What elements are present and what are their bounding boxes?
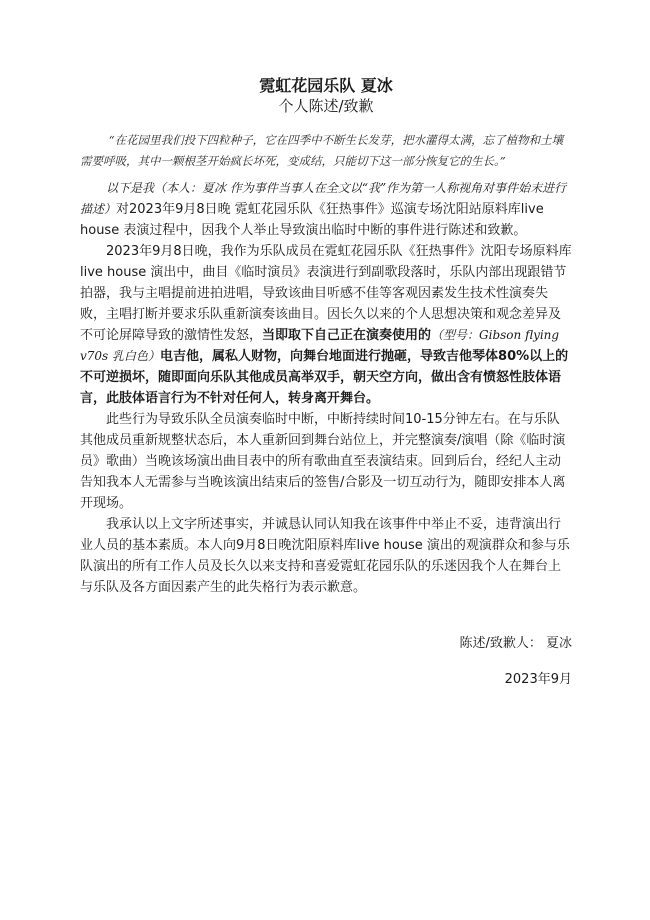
paragraph-intro bbox=[80, 178, 572, 241]
incident-bold-2: 电吉他，属私人财物，向舞台地面进行抛砸，导致吉他琴体80%以上的不可逆损坏，随即面向乐队其他成员高举双手，朝天空方向，做出含有愤怒性肢体语言，此肢体语言行为不针对任何人，转身离开舞台。 bbox=[80, 349, 569, 406]
opening-quote: “在花园里我们投下四粒种子，它在四季中不断生长发芽，把水灌得太满，忘了植物和土壤需要呼吸，其中一颗根茎开始疯长坏死，变成结，只能切下这一部分恢复它的生长。” bbox=[80, 133, 564, 168]
intro-note: 以下是我（本人：夏冰 作为事件当事人在全文以“我”作为第一人称视角对事件始末进行描述） bbox=[80, 181, 567, 216]
paragraph-aftermath: 此些行为导致乐队全员演奏临时中断，中断持续时间10-15分钟左右。在与乐队其他成员重新规整状态后，本人重新回到舞台站位上，并完整演奏/演唱（除《临时演员》歌曲）当晚该场演出曲目表中的所有歌曲直至表演结束。回到后台，经纪人主动告知我本人无需参与当晚该演出结束后的签售/合影及一切互动行为，随即安排本人离开现场。 bbox=[80, 412, 566, 511]
signature-name: 陈述/致歉人： 夏冰 bbox=[459, 636, 572, 651]
guitar-model-note: （型号：Gibson flying v70s 乳白色） bbox=[80, 328, 560, 363]
signature-date: 2023年9月 bbox=[504, 672, 572, 687]
document-subtitle: 个人陈述/致歉 bbox=[278, 97, 374, 115]
incident-text: 2023年9月8日晚，我作为乐队成员在霓虹花园乐队《狂热事件》沈阳专场原料库live house 演出中，曲目《临时演员》表演进行到副歌段落时，乐队内部出现跟错节拍器，我与主唱提前进拍进唱，导致该曲目听感不佳等客观因素发生技术性演奏失败，主唱打断并要求乐队重新演奏该曲目。因长久以来的个人思想决策和观念差异及不可论屏障导致的激情性发怒， bbox=[80, 244, 572, 343]
paragraph-incident bbox=[80, 241, 572, 409]
statement-document bbox=[80, 76, 572, 690]
signature-block bbox=[80, 634, 572, 690]
incident-bold-1: 当即取下自己正在演奏使用的 bbox=[262, 328, 432, 343]
intro-text: 对2023年9月8日晚 霓虹花园乐队《狂热事件》巡演专场沈阳站原料库live house 表演过程中，因我个人举止导致演出临时中断的事件进行陈述和致歉。 bbox=[80, 202, 544, 238]
document-title: 霓虹花园乐队 夏冰 bbox=[259, 76, 393, 95]
paragraph-apology: 我承认以上文字所述事实，并诚恳认同认知我在该事件中举止不妥，违背演出行业人员的基本素质。本人向9月8日晚沈阳原料库live house 演出的观演群众和参与乐队演出的所有工作人员及长久以来支持和喜爱霓虹花园乐队的乐迷因我个人在舞台上与乐队及各方面因素产生的此失格行为表示歉意。 bbox=[80, 517, 570, 595]
